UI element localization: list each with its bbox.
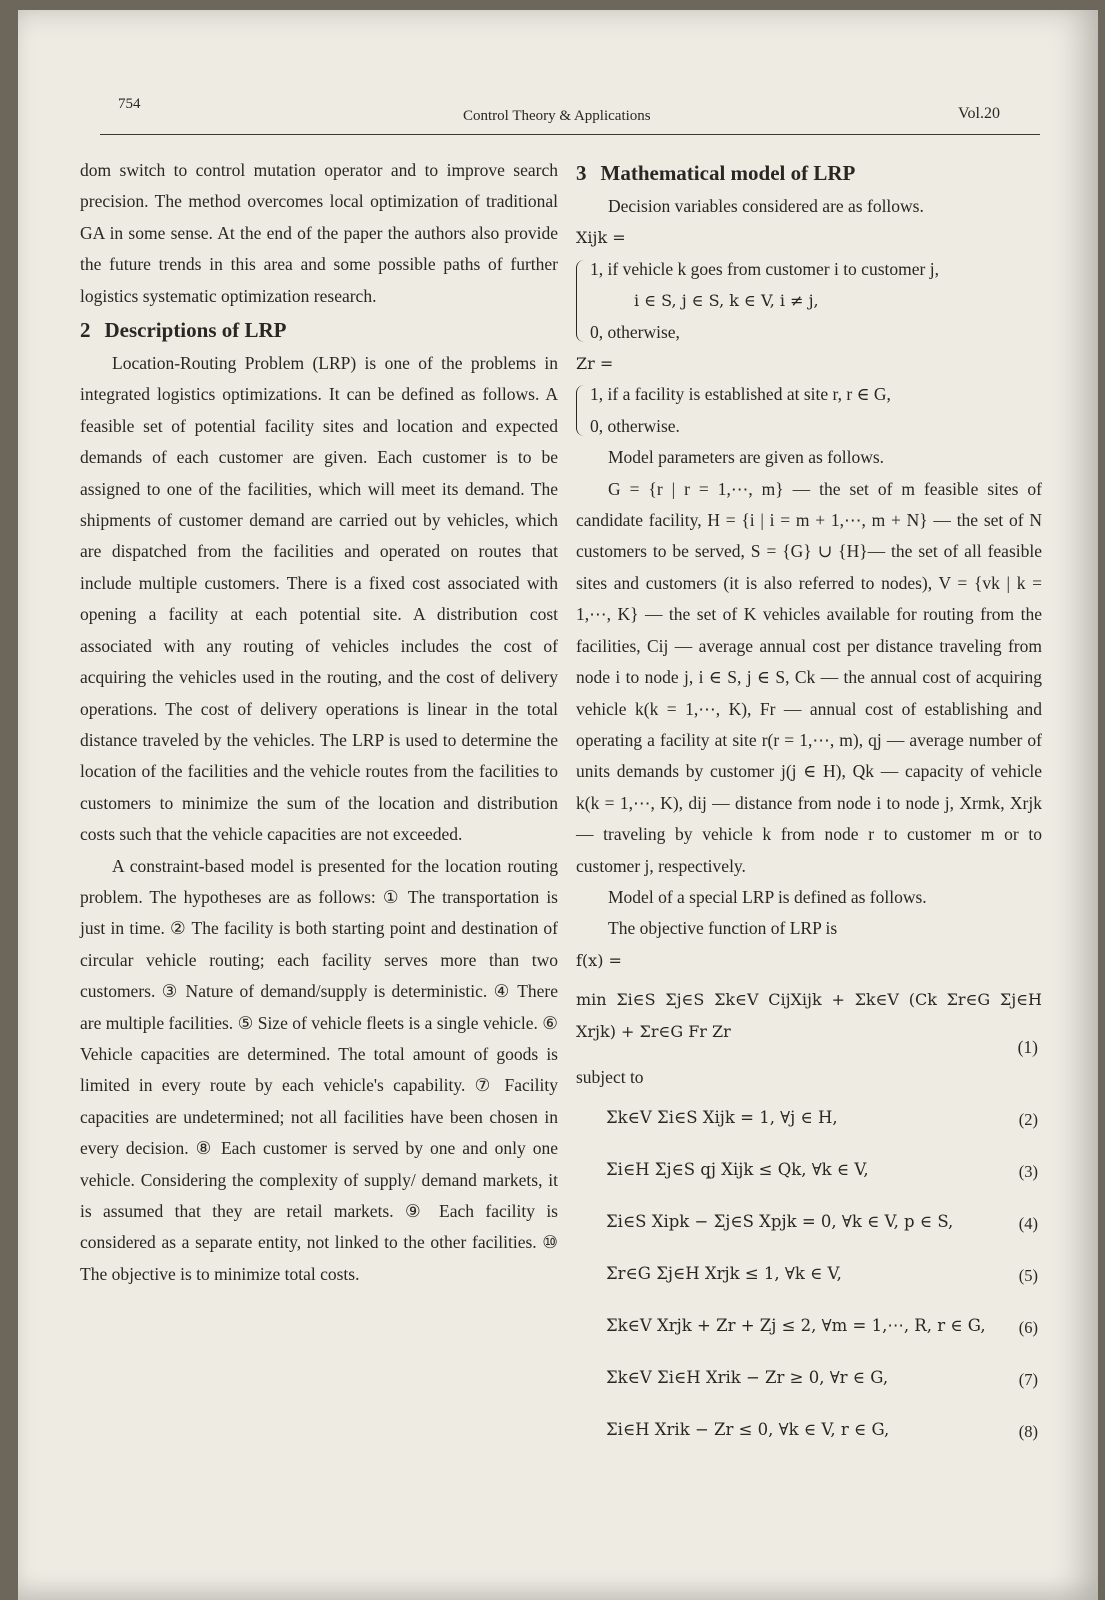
- constraint-expression: Σk∈V Σi∈H Xrik − Zr ≥ 0, ∀r ∈ G,: [606, 1367, 889, 1387]
- equation-number: (7): [1018, 1369, 1038, 1389]
- constraint-equation: [576, 1354, 1042, 1406]
- constraint-equation: [576, 1094, 1042, 1146]
- constraint-equation: [576, 1406, 1042, 1458]
- constraint-equation: [576, 1146, 1042, 1198]
- equation-number-1: (1): [1017, 1037, 1038, 1058]
- equation-number: (3): [1018, 1161, 1038, 1181]
- subject-to-label: subject to: [576, 1067, 644, 1088]
- model-intro: Model of a special LRP is defined as follows.: [608, 886, 927, 907]
- constraint-expression: Σi∈H Xrik − Zr ≤ 0, ∀k ∈ V, r ∈ G,: [606, 1419, 890, 1439]
- left-brace: [576, 385, 585, 436]
- constraint-expression: Σr∈G Σj∈H Xrjk ≤ 1, ∀k ∈ V,: [606, 1263, 842, 1283]
- section-2-title: Descriptions of LRP: [104, 318, 287, 343]
- model-parameters-intro: Model parameters are given as follows.: [608, 447, 885, 468]
- section-2-heading: [80, 312, 558, 348]
- x-case-1-condition: i ∈ S, j ∈ S, k ∈ V, i ≠ j,: [634, 291, 819, 311]
- section-3-number: 3: [576, 161, 587, 185]
- header-rule: [100, 134, 1040, 135]
- left-brace: [576, 260, 585, 342]
- page-number: 754: [118, 96, 141, 112]
- z-case-1: 1, if a facility is established at site r, r ∈ G,: [590, 384, 891, 405]
- constraint-expression: Σi∈S Xipk − Σj∈S Xpjk = 0, ∀k ∈ V, p ∈ S,: [606, 1211, 954, 1231]
- objective-equation: [576, 976, 1042, 1041]
- constraint-equation: [576, 1302, 1042, 1354]
- z-definition-cases: [576, 379, 1042, 442]
- fx-label: f(x) =: [576, 950, 622, 970]
- equation-number: (6): [1018, 1317, 1038, 1337]
- equation-number: (2): [1018, 1109, 1038, 1129]
- section-2-number: 2: [80, 318, 91, 343]
- left-column: [80, 155, 558, 1290]
- paragraph-lrp-definition: Location-Routing Problem (LRP) is one of the problems in integrated logistics optimizations. It can be defined as follows. A feasible set of potential facility sites and location and expected demands of each customer are given. Each customer is to be assigned to one of the facilities, which will meet its demand. The shipments of customer demand are carried out by vehicles, which are dispatched from the facilities and operated on routes that include multiple customers. There is a fixed cost associated with opening a facility at each potential site. A distribution cost associated with any routing of vehicles includes the cost of acquiring the vehicles used in the routing, and the cost of delivery operations. The cost of delivery operations is linear in the total distance traveled by the vehicles. The LRP is used to determine the location of the facilities and the vehicle routes from the facilities to customers to minimize the sum of the location and distribution costs such that the vehicle capacities are not exceeded.: [80, 353, 558, 845]
- intro-paragraph: dom switch to control mutation operator and to improve search precision. The method overcomes local optimization of traditional GA in some sense. At the end of the paper the authors also provide the future trends in this area and some possible paths of further logistics systematic optimization research.: [80, 160, 558, 306]
- constraint-equation: [576, 1198, 1042, 1250]
- constraint-equation: [576, 1250, 1042, 1302]
- equation-number: (5): [1018, 1265, 1038, 1285]
- right-column: [576, 155, 1042, 1458]
- constraint-expression: Σi∈H Σj∈S qj Xijk ≤ Qk, ∀k ∈ V,: [606, 1159, 869, 1179]
- constraint-expression: Σk∈V Xrjk + Zr + Zj ≤ 2, ∀m = 1,⋯, R, r ∈ G,: [606, 1315, 986, 1335]
- equation-number: (8): [1018, 1421, 1038, 1441]
- objective-expression: min Σi∈S Σj∈S Σk∈V CijXijk + Σk∈V (Ck Σr∈G Σj∈H Xrjk) + Σr∈G Fr Zr: [576, 990, 1042, 1041]
- paragraph-hypotheses: A constraint-based model is presented for the location routing problem. The hypotheses are as follows: ① The transportation is just in time. ② The facility is both starting point and destination of circular vehicle routing; each facility serves more than two customers. ③ Nature of demand/supply is deterministic. ④ There are multiple facilities. ⑤ Size of vehicle fleets is a single vehicle. ⑥ Vehicle capacities are determined. The total amount of goods is limited in every route by each vehicle's capability. ⑦ Facility capacities are undetermined; not all facilities have been chosen in every decision. ⑧ Each customer is served by one and only one vehicle. Considering the complexity of supply/ demand markets, it is assumed that they are retail markets. ⑨ Each facility is considered as a separate entity, not linked to the other facilities. ⑩ The objective is to minimize total costs.: [80, 855, 558, 1284]
- model-parameters-text: G = {r | r = 1,⋯, m} — the set of m feasible sites of candidate facility, H = {i | i = m + 1,⋯, m + N} — the set of N customers to be served, S = {G} ∪ {H}— the set of all feasible sites and customers (it is also referred to nodes), V = {vk | k = 1,⋯, K} — the set of K vehicles available for routing from the facilities, Cij — average annual cost per distance traveling from node i to node j, i ∈ S, j ∈ S, Ck — the annual cost of acquiring vehicle k(k = 1,⋯, K), Fr — annual cost of establishing and operating a facility at site r(r = 1,⋯, m), qj — average number of units demands by customer j(j ∈ H), Qk — capacity of vehicle k(k = 1,⋯, K), dij — distance from node i to node j, Xrmk, Xrjk — traveling by vehicle k from node r to customer m or to customer j, respectively.: [576, 478, 1042, 876]
- equation-number: (4): [1018, 1213, 1038, 1233]
- objective-intro: The objective function of LRP is: [608, 918, 838, 939]
- z-case-2: 0, otherwise.: [590, 415, 680, 436]
- x-case-1: 1, if vehicle k goes from customer i to customer j,: [590, 258, 939, 279]
- x-case-2: 0, otherwise,: [590, 321, 680, 342]
- section-3-title: Mathematical model of LRP: [600, 161, 856, 185]
- section-3-heading: [576, 155, 1042, 191]
- z-definition-head: Zr =: [576, 354, 614, 374]
- running-header-volume: Vol.20: [958, 105, 1000, 122]
- constraint-expression: Σk∈V Σi∈S Xijk = 1, ∀j ∈ H,: [606, 1107, 838, 1127]
- x-definition-cases: [576, 254, 1042, 348]
- paper-page: [18, 10, 1098, 1600]
- running-header-journal: Control Theory & Applications: [463, 108, 651, 124]
- constraint-list: [576, 1094, 1042, 1458]
- x-definition-head: Xijk =: [576, 228, 626, 248]
- decision-variables-intro: Decision variables considered are as follows.: [608, 196, 924, 216]
